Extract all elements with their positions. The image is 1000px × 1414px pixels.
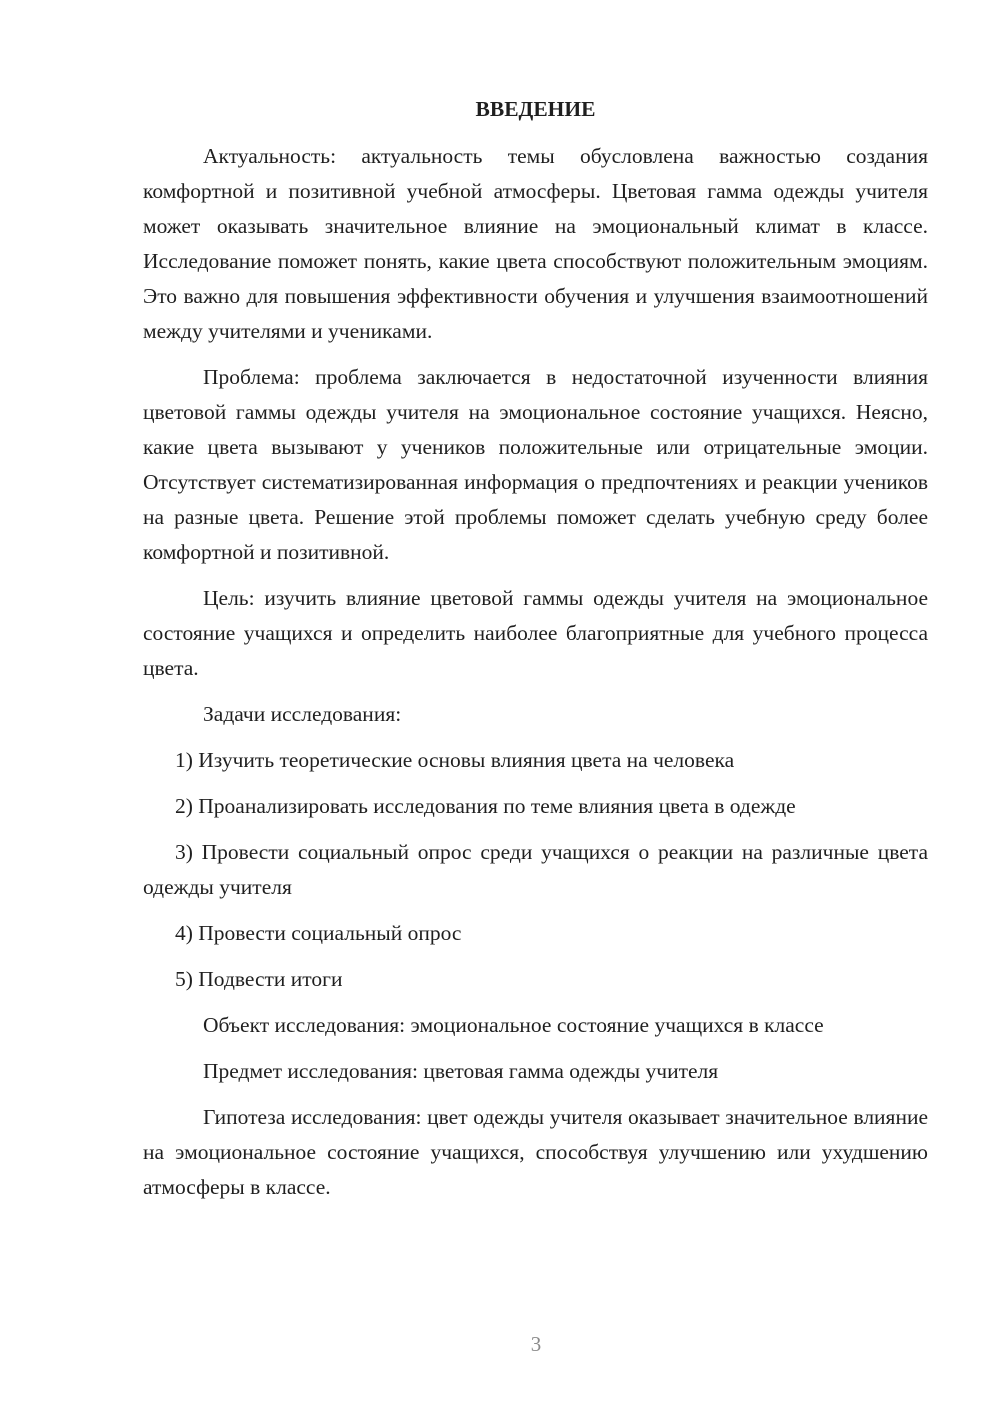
goal-paragraph: Цель: изучить влияние цветовой гаммы одежды учителя на эмоциональное состояние учащихся и определить наиболее благоприятные для учебного процесса цвета. xyxy=(143,586,928,680)
object-paragraph: Объект исследования: эмоциональное состояние учащихся в классе xyxy=(203,1013,824,1037)
tasks-title: Задачи исследования: xyxy=(203,702,402,726)
task-item: 3) Провести социальный опрос среди учащихся о реакции на различные цвета одежды учителя xyxy=(143,840,928,899)
task-item: 4) Провести социальный опрос xyxy=(175,921,462,945)
task-item: 2) Проанализировать исследования по теме влияния цвета в одежде xyxy=(175,794,796,818)
hypothesis-paragraph: Гипотеза исследования: цвет одежды учителя оказывает значительное влияние на эмоциональное состояние учащихся, способствуя улучшению или ухудшению атмосферы в классе. xyxy=(143,1105,928,1199)
task-item: 5) Подвести итоги xyxy=(175,967,343,991)
section-heading: ВВЕДЕНИЕ xyxy=(475,97,596,121)
task-item: 1) Изучить теоретические основы влияния цвета на человека xyxy=(175,748,735,772)
subject-paragraph: Предмет исследования: цветовая гамма одежды учителя xyxy=(203,1059,719,1083)
relevance-paragraph: Актуальность: актуальность темы обусловлена важностью создания комфортной и позитивной учебной атмосферы. Цветовая гамма одежды учителя может оказывать значительное влияние на эмоциональный климат в классе. Исследование поможет понять, какие цвета способствуют положительным эмоциям. Это важно для повышения эффективности обучения и улучшения взаимоотношений между учителями и учениками. xyxy=(143,144,928,343)
problem-paragraph: Проблема: проблема заключается в недостаточной изученности влияния цветовой гаммы одежды учителя на эмоциональное состояние учащихся. Неясно, какие цвета вызывают у учеников положительные или отрицательные эмоции. Отсутствует систематизированная информация о предпочтениях и реакции учеников на разные цвета. Решение этой проблемы поможет сделать учебную среду более комфортной и позитивной. xyxy=(143,365,928,564)
tasks-list xyxy=(143,743,928,997)
document-page xyxy=(143,92,928,1216)
page-number: 3 xyxy=(530,1332,542,1356)
